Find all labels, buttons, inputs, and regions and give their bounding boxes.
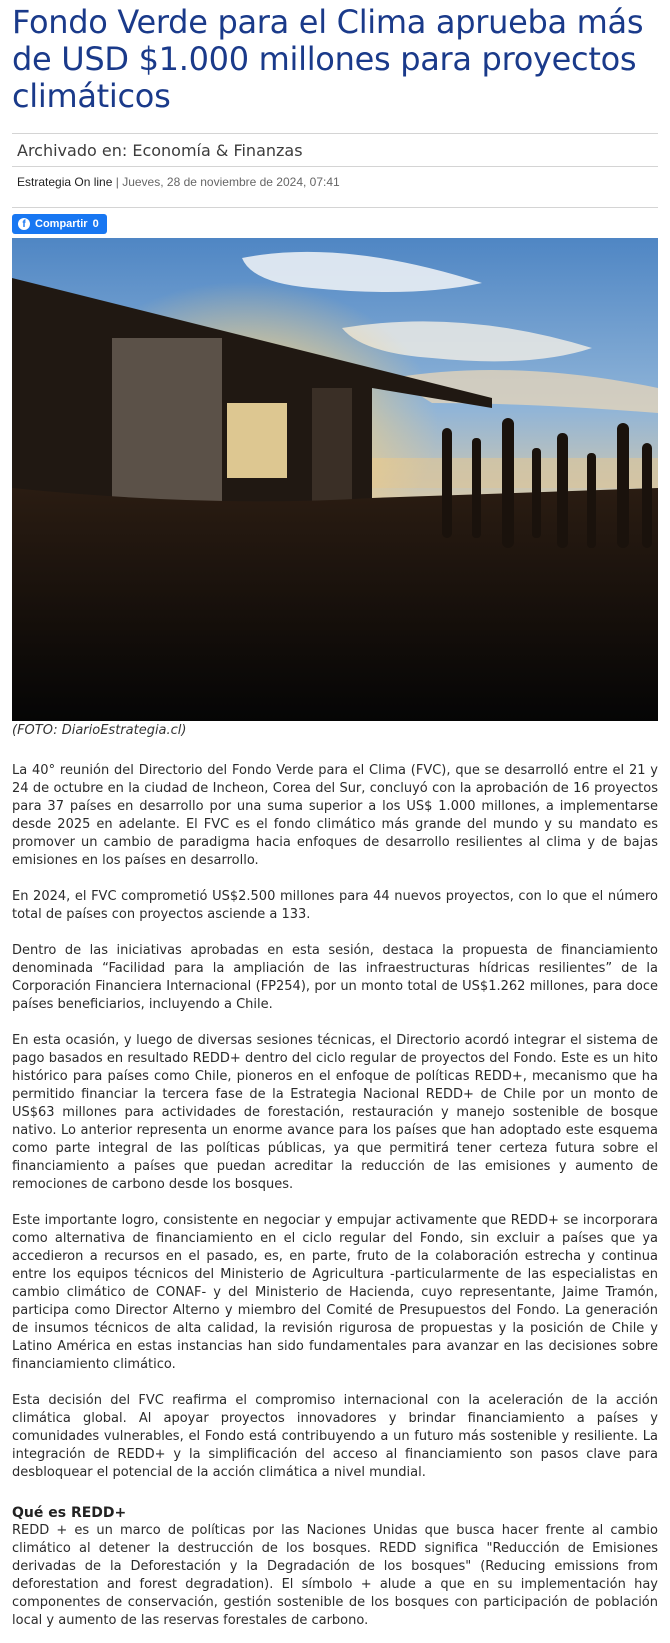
photo-caption: (FOTO: DiarioEstrategia.cl): [12, 723, 187, 738]
byline: [12, 167, 658, 208]
share-label: Compartir: [35, 218, 88, 230]
paragraph: La 40° reunión del Directorio del Fondo Verde para el Clima (FVC), que se desarrolló entre el 21 y 24 de octubre en la ciudad de Incheon, Corea del Sur, concluyó con la aprobación de 16 proyectos para 37 países en desarrollo por una suma superior a los US$ 1.000 millones, a implementarse desde 2025 en adelante. El FVC es el fondo climático más grande del mundo y su mandato es promover un cambio de paradigma hacia enfoques de desarrollo resilientes al clima y de bajas emisiones en los países en desarrollo.: [12, 763, 658, 868]
byline-separator: |: [115, 175, 119, 189]
paragraph: REDD + es un marco de políticas por las Naciones Unidas que busca hacer frente al cambio climático al detener la destrucción de los bosques. REDD significa "Reducción de Emisiones derivadas de la Deforestación y la Degradación de los bosques" (Reducing emissions from deforestation and forest degradation). El símbolo + alude a que en su implementación hay componentes de conservación, gestión sostenible de los bosques con participación de población local y aumento de las reservas forestales de carbono.: [12, 1523, 658, 1628]
paragraph: Esta decisión del FVC reafirma el compromiso internacional con la aceleración de la acción climática global. Al apoyar proyectos innovadores y brindar financiamiento a países y comunidades vulnerables, el Fondo está contribuyendo a un futuro más sostenible y resiliente. La integración de REDD+ y la simplificación del acceso al financiamiento son pasos clave para desbloquear el potencial de la acción climática a nivel mundial.: [12, 1393, 658, 1480]
facebook-share-button[interactable]: [12, 214, 107, 234]
article-title: Fondo Verde para el Clima aprueba más de USD $1.000 millones para proyectos climáticos: [12, 3, 644, 115]
category-link[interactable]: Economía & Finanzas: [132, 141, 303, 160]
publish-date: Jueves, 28 de noviembre de 2024, 07:41: [122, 175, 340, 189]
share-count: 0: [92, 218, 99, 230]
facebook-icon: f: [18, 218, 30, 230]
source-name: Estrategia On line: [17, 175, 113, 189]
section-heading: Qué es REDD+: [12, 1505, 127, 1521]
paragraph: En esta ocasión, y luego de diversas sesiones técnicas, el Directorio acordó integrar el sistema de pago basados en resultado REDD+ dentro del ciclo regular de proyectos del Fondo. Este es un hito histórico para países como Chile, pioneros en el enfoque de políticas REDD+, mecanismo que ha permitido financiar la tercera fase de la Estrategia Nacional REDD+ de Chile por un monto de US$63 millones para actividades de forestación, restauración y manejo sostenible de bosque nativo. Lo anterior representa un enorme avance para los países que han adoptado este esquema como parte integral de las políticas públicas, ya que permitirá tener certeza futura sobre el financiamiento a países que puedan acreditar la reducción de las emisiones y aumento de remociones de carbono desde los bosques.: [12, 1033, 658, 1192]
article-photo: [12, 238, 658, 721]
article: [0, 4, 670, 1630]
category-line: [12, 133, 658, 167]
paragraph: Este importante logro, consistente en negociar y empujar activamente que REDD+ se incorporara como alternativa de financiamiento en el ciclo regular del Fondo, sin excluir a países que ya accedieron a recursos en el pasado, es, en parte, fruto de la colaboración estrecha y continua entre los equipos técnicos del Ministerio de Agricultura -particularmente de las especialistas en cambio climático de CONAF- y del Ministerio de Hacienda, cuyo representante, Jaime Tramón, participa como Director Alterno y miembro del Comité de Presupuestos del Fondo. La generación de insumos técnicos de alta calidad, la revisión rigurosa de propuestas y la posición de Chile y Latino América en estas instancias han sido fundamentales para avanzar en las decisiones sobre financiamiento climático.: [12, 1213, 658, 1372]
paragraph: Dentro de las iniciativas aprobadas en esta sesión, destaca la propuesta de financiamiento denominada “Facilidad para la ampliación de las infraestructuras hídricas resilientes” de la Corporación Financiera Internacional (FP254), por un monto total de US$1.262 millones, para doce países beneficiarios, incluyendo a Chile.: [12, 943, 658, 1012]
category-label: Archivado en:: [17, 141, 128, 160]
article-body: [12, 762, 658, 1630]
paragraph: En 2024, el FVC comprometió US$2.500 millones para 44 nuevos proyectos, con lo que el número total de países con proyectos asciende a 133.: [12, 889, 658, 922]
